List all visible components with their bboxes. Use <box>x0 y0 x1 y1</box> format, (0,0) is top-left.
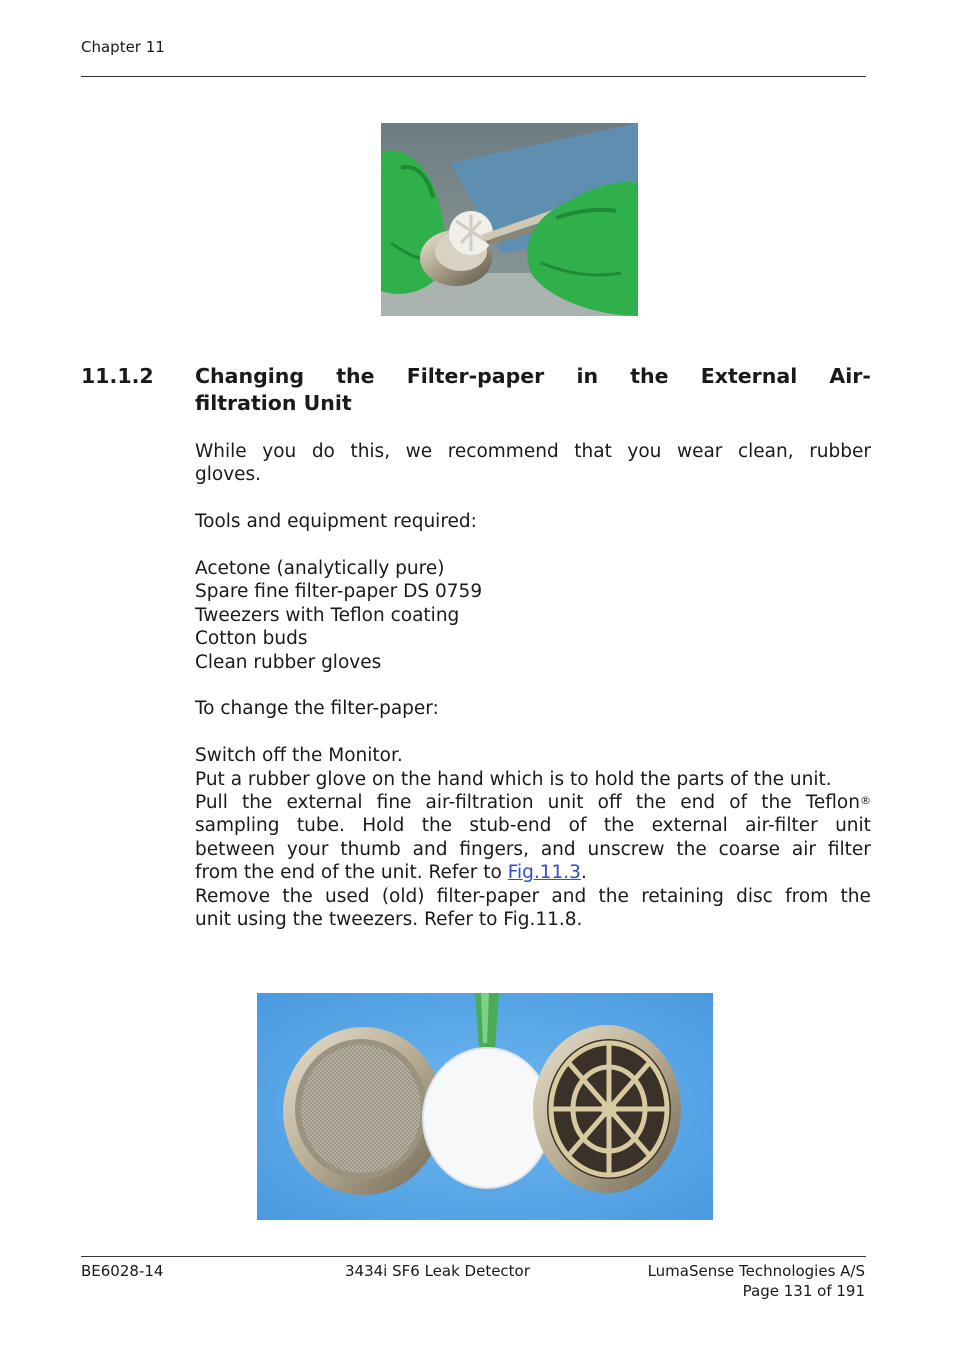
tools-heading: Tools and equipment required: <box>195 511 477 533</box>
step-glove: Put a rubber glove on the hand which is to hold the parts of the unit. <box>195 768 832 790</box>
header-rule <box>81 76 866 77</box>
intro-line2: gloves. <box>195 464 262 486</box>
footer-page-number: Page 131 of 191 <box>742 1282 865 1300</box>
footer-doc-id: BE6028-14 <box>81 1262 164 1280</box>
tool-item: Acetone (analytically pure) <box>195 558 445 579</box>
filter-parts-illustration <box>257 993 713 1220</box>
footer-rule <box>81 1256 866 1257</box>
section-heading <box>81 363 871 417</box>
section-heading-line1 <box>81 363 871 390</box>
step-remove-paper <box>195 885 871 932</box>
step4-line2: unit using the tweezers. Refer to Fig.11.8. <box>195 909 583 931</box>
tool-item: Spare fine filter-paper DS 0759 <box>195 581 483 603</box>
step-pull-unit <box>195 791 871 885</box>
step3-line1: Pull the external fine air-filtration unit off the end of the Teflon® <box>195 792 871 814</box>
footer-product: 3434i SF6 Leak Detector <box>345 1262 530 1280</box>
intro-paragraph <box>195 440 871 487</box>
tool-item: Cotton buds <box>195 628 308 650</box>
section-title-line2: filtration Unit <box>195 391 352 415</box>
body-content <box>195 440 871 931</box>
step3-line4: from the end of the unit. Refer to Fig.11.3. <box>195 862 587 884</box>
step-switch-off: Switch off the Monitor. <box>195 745 403 767</box>
intro-line1: While you do this, we recommend that you wear clean, rubber <box>195 441 871 462</box>
section-title-line1: Changing the Filter-paper in the External Air- <box>195 364 871 388</box>
procedure-steps <box>195 744 871 931</box>
chapter-label: Chapter 11 <box>81 38 165 56</box>
gloves-tweezers-illustration <box>381 123 638 316</box>
tools-list <box>195 557 871 674</box>
teflon-word: Teflon <box>805 792 860 814</box>
step3-line3: between your thumb and fingers, and unscrew the coarse air filter <box>195 838 871 860</box>
procedure-heading: To change the filter-paper: <box>195 698 439 720</box>
step3-line2: sampling tube. Hold the stub-end of the external air-filter unit <box>195 815 871 837</box>
tool-item: Clean rubber gloves <box>195 651 382 673</box>
section-number: 11.1.2 <box>81 364 154 388</box>
fig-11-3-link[interactable]: Fig.11.3 <box>507 862 581 884</box>
registered-mark: ® <box>859 794 871 808</box>
step4-line1: Remove the used (old) filter-paper and the retaining disc from the <box>195 885 871 907</box>
photo-gloves-tweezers <box>381 123 638 316</box>
tool-item: Tweezers with Teflon coating <box>195 604 460 626</box>
photo-filter-parts <box>257 993 713 1220</box>
footer-company: LumaSense Technologies A/S <box>647 1262 865 1280</box>
